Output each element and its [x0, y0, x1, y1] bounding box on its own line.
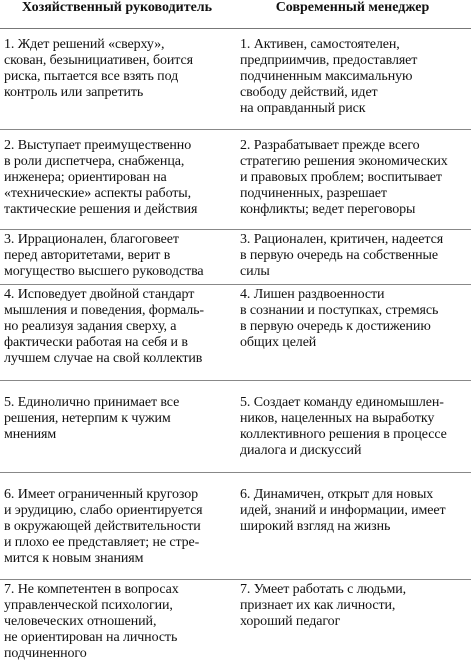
cell-traditional: 2. Выступает преимущественно в роли диспетчера, снабженца, инженера; ориентирован на «технические» аспекты работы, тактические решения и действия	[0, 130, 234, 230]
cell-traditional: 1. Ждет решений «сверху», скован, безынициативен, боится риска, пытается все взять под контроль или запретить	[0, 29, 234, 130]
header-modern-manager: Современный менеджер	[234, 0, 471, 29]
cell-traditional: 5. Единолично принимает все решения, нетерпим к чужим мнениям	[0, 381, 234, 473]
table-row	[0, 285, 471, 381]
cell-modern: 3. Рационален, критичен, надеется в первую очередь на собственные силы	[234, 230, 471, 285]
cell-modern: 7. Умеет работать с людьми, признает их как личности, хороший педагог	[234, 580, 471, 662]
cell-traditional: 3. Иррационален, благоговеет перед авторитетами, верит в могущество высшего руководства	[0, 230, 234, 285]
cell-modern: 6. Динамичен, открыт для новых идей, знаний и информации, имеет широкий взгляд на жизнь	[234, 473, 471, 580]
table-row	[0, 29, 471, 130]
table-row	[0, 473, 471, 580]
header-row	[0, 0, 471, 29]
cell-modern: 2. Разрабатывает прежде всего стратегию решения экономических и правовых проблем; воспитывает подчиненных, разрешает конфликты; ведет переговоры	[234, 130, 471, 230]
cell-modern: 5. Создает команду единомышлен- ников, нацеленных на выработку коллективного решения в процессе диалога и дискуссий	[234, 381, 471, 473]
header-traditional-manager: Хозяйственный руководитель	[0, 0, 234, 29]
table-row	[0, 230, 471, 285]
table-row	[0, 130, 471, 230]
table-row	[0, 580, 471, 662]
cell-modern: 4. Лишен раздвоенности в сознании и поступках, стремясь в первую очередь к достижению общих целей	[234, 285, 471, 381]
cell-modern: 1. Активен, самостоятелен, предприимчив, предоставляет подчиненным максимальную свободу действий, идет на оправданный риск	[234, 29, 471, 130]
cell-traditional: 4. Исповедует двойной стандарт мышления и поведения, формаль- но реализуя задания сверху, а фактически работая на себя и в лучшем случае на свой коллектив	[0, 285, 234, 381]
cell-traditional: 6. Имеет ограниченный кругозор и эрудицию, слабо ориентируется в окружающей действительности и плохо ее представляет; не стре- мится к новым знаниям	[0, 473, 234, 580]
cell-traditional: 7. Не компетентен в вопросах управленческой психологии, человеческих отношений, не ориентирован на личность подчиненного	[0, 580, 234, 662]
table-row	[0, 381, 471, 473]
